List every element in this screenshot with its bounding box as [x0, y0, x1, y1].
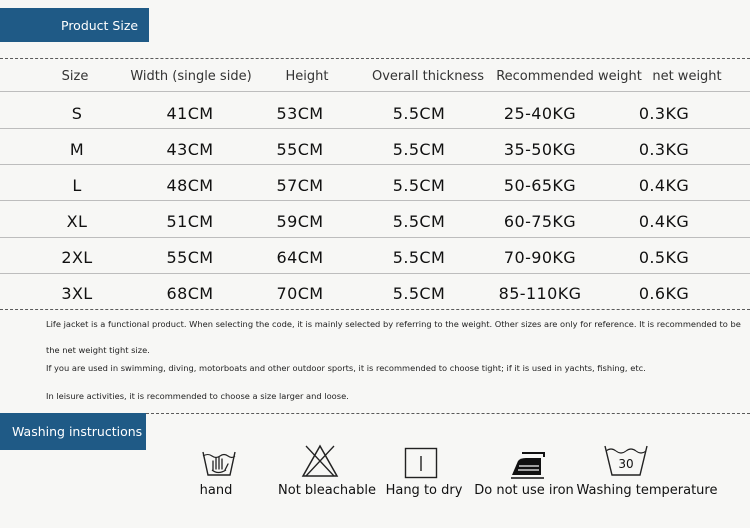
cell-size: L — [72, 176, 82, 195]
cell-thickness: 5.5CM — [392, 176, 446, 195]
cell-net-weight: 0.3KG — [638, 140, 690, 159]
cell-size: M — [69, 140, 85, 159]
cell-size: S — [71, 104, 83, 123]
size-note: In leisure activities, it is recommended to choose a size larger and loose. — [46, 391, 349, 401]
cell-width: 43CM — [166, 140, 214, 159]
cell-recommended-weight: 70-90KG — [503, 248, 577, 267]
cell-thickness: 5.5CM — [392, 284, 446, 303]
cell-recommended-weight: 35-50KG — [503, 140, 577, 159]
cell-height: 64CM — [276, 248, 324, 267]
cell-height: 55CM — [276, 140, 324, 159]
cell-width: 55CM — [166, 248, 214, 267]
cell-height: 53CM — [276, 104, 324, 123]
wash-label-no-iron: Do not use iron — [474, 483, 574, 498]
size-note: the net weight tight size. — [46, 345, 150, 355]
hang-dry-icon — [404, 447, 438, 479]
row-divider — [0, 273, 750, 274]
cell-width: 48CM — [166, 176, 214, 195]
cell-size: XL — [66, 212, 88, 231]
cell-recommended-weight: 50-65KG — [503, 176, 577, 195]
header-size: Size — [61, 69, 89, 84]
divider — [0, 309, 750, 310]
cell-thickness: 5.5CM — [392, 248, 446, 267]
wash-temperature-value: 30 — [618, 457, 634, 471]
cell-net-weight: 0.4KG — [638, 212, 690, 231]
header-height: Height — [285, 69, 329, 84]
cell-thickness: 5.5CM — [392, 140, 446, 159]
wash-label-hang-dry: Hang to dry — [385, 483, 463, 498]
washing-instructions-title: Washing instructions — [0, 413, 146, 450]
cell-recommended-weight: 60-75KG — [503, 212, 577, 231]
cell-width: 41CM — [166, 104, 214, 123]
cell-thickness: 5.5CM — [392, 104, 446, 123]
header-thickness: Overall thickness — [372, 69, 484, 84]
divider — [146, 413, 750, 414]
cell-net-weight: 0.6KG — [638, 284, 690, 303]
cell-net-weight: 0.5KG — [638, 248, 690, 267]
cell-width: 68CM — [166, 284, 214, 303]
wash-temperature-icon — [602, 442, 650, 478]
hand-wash-icon — [200, 448, 238, 478]
size-note: Life jacket is a functional product. When selecting the code, it is mainly selected by referring to the weight. Other sizes are only for reference. It is recommended to be — [46, 319, 741, 329]
cell-height: 59CM — [276, 212, 324, 231]
product-size-title: Product Size — [0, 8, 149, 42]
no-iron-icon — [508, 449, 548, 481]
wash-label-hand: hand — [199, 483, 233, 498]
divider — [0, 58, 750, 59]
not-bleachable-icon — [300, 443, 340, 479]
header-width: Width (single side) — [130, 69, 252, 84]
size-note: If you are used in swimming, diving, motorboats and other outdoor sports, it is recommended to choose tight; if it is used in yachts, fishing, etc. — [46, 363, 646, 373]
header-net-weight: net weight — [652, 69, 722, 84]
cell-recommended-weight: 25-40KG — [503, 104, 577, 123]
cell-recommended-weight: 85-110KG — [498, 284, 582, 303]
row-divider — [0, 237, 750, 238]
row-divider — [0, 164, 750, 165]
row-divider — [0, 128, 750, 129]
cell-net-weight: 0.4KG — [638, 176, 690, 195]
cell-width: 51CM — [166, 212, 214, 231]
header-recommended-weight: Recommended weight — [496, 69, 642, 84]
row-divider — [0, 200, 750, 201]
cell-thickness: 5.5CM — [392, 212, 446, 231]
cell-size: 2XL — [61, 248, 93, 267]
wash-label-not-bleachable: Not bleachable — [278, 483, 376, 498]
row-divider — [0, 91, 750, 92]
cell-net-weight: 0.3KG — [638, 104, 690, 123]
wash-label-temperature: Washing temperature — [576, 483, 718, 498]
cell-height: 57CM — [276, 176, 324, 195]
cell-size: 3XL — [61, 284, 93, 303]
cell-height: 70CM — [276, 284, 324, 303]
